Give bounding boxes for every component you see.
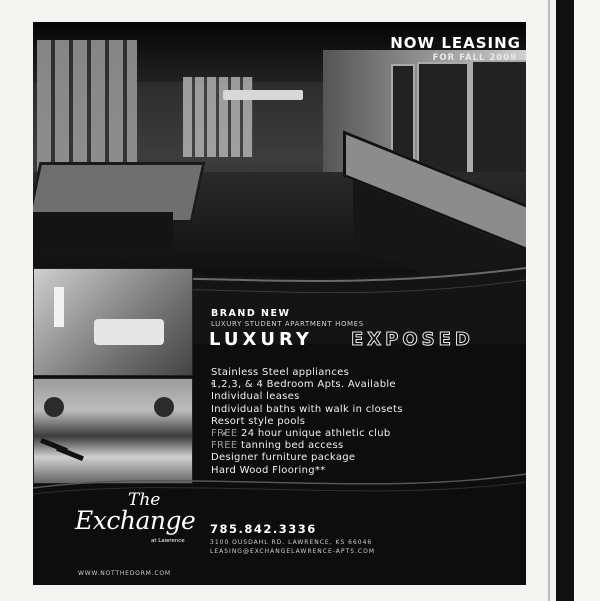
pool-table-base [33, 212, 173, 252]
feature-item: 1,2,3, & 4 Bedroom Apts. Available [211, 379, 396, 391]
subtitle: LUXURY STUDENT APARTMENT HOMES [211, 320, 364, 328]
exposed-word: EXPOSED [351, 329, 474, 350]
wall-poster [471, 60, 526, 176]
tree [154, 397, 174, 417]
sofa [94, 319, 164, 345]
the-exchange-logo [75, 490, 196, 556]
headline-subline: FOR FALL 2009 [432, 53, 517, 63]
brand-new-label: BRAND NEW [211, 308, 291, 319]
wall-poster [391, 64, 415, 163]
logo-location: at Lawrence [151, 538, 185, 544]
free-label: FREE [211, 428, 238, 440]
ceiling-light [223, 90, 303, 100]
feature-item: Designer furniture package [211, 452, 356, 464]
feature-item: Individual leases [211, 391, 300, 403]
luxury-word: LUXURY [209, 329, 313, 350]
wall-poster [417, 62, 469, 176]
tree [44, 397, 64, 417]
logo-the: The [128, 490, 161, 510]
website-url[interactable]: WWW.NOTTHEDORM.COM [78, 570, 171, 577]
free-label: FREE [211, 440, 238, 452]
email-address[interactable]: LEASING@EXCHANGELAWRENCE-APTS.COM [210, 548, 375, 555]
page-edge [556, 0, 574, 601]
floor-lamp [54, 287, 64, 327]
advertisement [33, 22, 526, 585]
feature-item: Hard Wood Flooring** [211, 464, 326, 476]
features-list [211, 367, 403, 477]
feature-item: Stainless Steel appliances [211, 367, 350, 378]
photo-living-room [33, 268, 193, 376]
feature-item: FREE tanning bed access [211, 440, 344, 452]
lounge-chair [56, 446, 84, 461]
page-margin [574, 0, 600, 601]
logo-name: Exchange [75, 506, 196, 535]
feature-item: Resort style pools [211, 415, 306, 427]
feature-item: Individual baths with walk in closets [211, 403, 403, 415]
scan-line [548, 0, 550, 601]
window [183, 77, 253, 157]
phone-number[interactable]: 785.842.3336 [210, 522, 317, 536]
street-address: 3100 OUSDAHL RD. LAWRENCE, KS 66046 [210, 539, 373, 546]
feature-item: FREE 24 hour unique athletic club [211, 428, 391, 440]
headline: NOW LEASING [390, 34, 521, 52]
